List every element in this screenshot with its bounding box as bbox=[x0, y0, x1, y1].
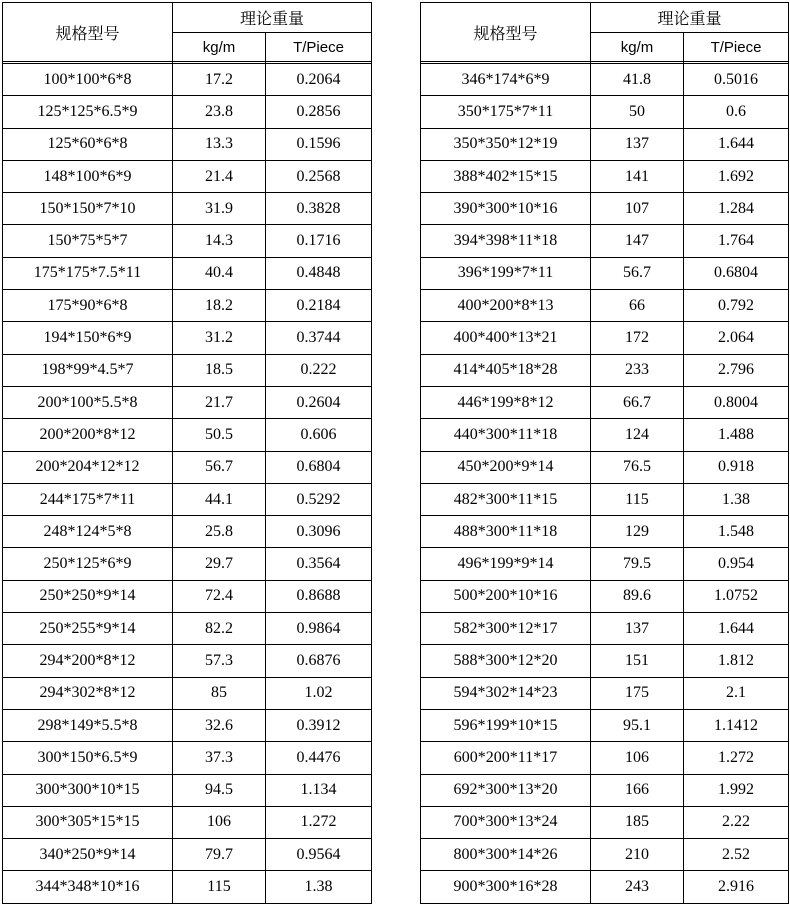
weight-kgm-cell: 18.5 bbox=[173, 354, 266, 386]
weight-kgm-cell: 41.8 bbox=[591, 64, 684, 96]
spec-cell: 150*75*5*7 bbox=[3, 225, 173, 257]
weight-kgm-cell: 50.5 bbox=[173, 419, 266, 451]
spec-cell: 400*200*8*13 bbox=[421, 290, 591, 322]
weight-kgm-cell: 13.3 bbox=[173, 128, 266, 160]
table-row bbox=[421, 225, 789, 257]
steel-weight-table-right bbox=[420, 2, 789, 904]
weight-piece-cell: 0.2604 bbox=[266, 386, 372, 418]
table-row bbox=[421, 322, 789, 354]
table-row bbox=[3, 806, 372, 838]
weight-piece-cell: 1.284 bbox=[684, 193, 789, 225]
spec-cell: 200*204*12*12 bbox=[3, 451, 173, 483]
spec-cell: 175*90*6*8 bbox=[3, 290, 173, 322]
spec-cell: 250*255*9*14 bbox=[3, 613, 173, 645]
weight-piece-cell: 1.0752 bbox=[684, 580, 789, 612]
spec-cell: 346*174*6*9 bbox=[421, 64, 591, 96]
weight-piece-cell: 2.916 bbox=[684, 871, 789, 903]
spec-cell: 496*199*9*14 bbox=[421, 548, 591, 580]
weight-piece-cell: 1.692 bbox=[684, 160, 789, 192]
table-row bbox=[421, 257, 789, 289]
weight-kgm-cell: 32.6 bbox=[173, 709, 266, 741]
spec-cell: 298*149*5.5*8 bbox=[3, 709, 173, 741]
spec-cell: 400*400*13*21 bbox=[421, 322, 591, 354]
spec-cell: 900*300*16*28 bbox=[421, 871, 591, 903]
table-row bbox=[421, 483, 789, 515]
weight-kgm-cell: 18.2 bbox=[173, 290, 266, 322]
table-row bbox=[3, 64, 372, 96]
weight-piece-cell: 1.38 bbox=[266, 871, 372, 903]
weight-kgm-cell: 37.3 bbox=[173, 742, 266, 774]
table-row bbox=[3, 613, 372, 645]
weight-kgm-cell: 66 bbox=[591, 290, 684, 322]
table-row bbox=[421, 613, 789, 645]
table-row bbox=[421, 64, 789, 96]
spec-cell: 350*175*7*11 bbox=[421, 96, 591, 128]
spec-header: 规格型号 bbox=[3, 3, 173, 62]
weight-piece-cell: 0.4848 bbox=[266, 257, 372, 289]
spec-cell: 200*200*8*12 bbox=[3, 419, 173, 451]
unit-piece-header: T/Piece bbox=[684, 33, 789, 62]
spec-cell: 100*100*6*8 bbox=[3, 64, 173, 96]
table-row bbox=[3, 774, 372, 806]
spec-cell: 588*300*12*20 bbox=[421, 645, 591, 677]
weight-piece-cell: 0.2064 bbox=[266, 64, 372, 96]
spec-cell: 396*199*7*11 bbox=[421, 257, 591, 289]
spec-cell: 388*402*15*15 bbox=[421, 160, 591, 192]
weight-kgm-cell: 44.1 bbox=[173, 483, 266, 515]
weight-piece-cell: 1.644 bbox=[684, 128, 789, 160]
weight-piece-cell: 0.606 bbox=[266, 419, 372, 451]
spec-cell: 594*302*14*23 bbox=[421, 677, 591, 709]
weight-piece-cell: 0.4476 bbox=[266, 742, 372, 774]
weight-piece-cell: 1.1412 bbox=[684, 709, 789, 741]
weight-kgm-cell: 147 bbox=[591, 225, 684, 257]
spec-cell: 300*150*6.5*9 bbox=[3, 742, 173, 774]
weight-kgm-cell: 82.2 bbox=[173, 613, 266, 645]
weight-kgm-cell: 79.5 bbox=[591, 548, 684, 580]
table-row bbox=[421, 742, 789, 774]
table-row bbox=[3, 354, 372, 386]
spec-cell: 340*250*9*14 bbox=[3, 839, 173, 871]
table-row bbox=[421, 354, 789, 386]
weight-piece-cell: 0.6 bbox=[684, 96, 789, 128]
weight-kgm-cell: 72.4 bbox=[173, 580, 266, 612]
spec-cell: 294*302*8*12 bbox=[3, 677, 173, 709]
weight-kgm-cell: 124 bbox=[591, 419, 684, 451]
table-row bbox=[3, 386, 372, 418]
spec-cell: 350*350*12*19 bbox=[421, 128, 591, 160]
spec-cell: 800*300*14*26 bbox=[421, 839, 591, 871]
weight-piece-cell: 0.3096 bbox=[266, 516, 372, 548]
weight-kgm-cell: 17.2 bbox=[173, 64, 266, 96]
steel-weight-table-left bbox=[2, 2, 372, 904]
spec-cell: 482*300*11*15 bbox=[421, 483, 591, 515]
table-row bbox=[421, 386, 789, 418]
weight-piece-cell: 1.272 bbox=[266, 806, 372, 838]
spec-cell: 692*300*13*20 bbox=[421, 774, 591, 806]
spec-cell: 125*125*6.5*9 bbox=[3, 96, 173, 128]
spec-cell: 194*150*6*9 bbox=[3, 322, 173, 354]
weight-piece-cell: 1.548 bbox=[684, 516, 789, 548]
table-row bbox=[421, 290, 789, 322]
weight-piece-cell: 0.1596 bbox=[266, 128, 372, 160]
table-row bbox=[3, 580, 372, 612]
weight-piece-cell: 0.8688 bbox=[266, 580, 372, 612]
spec-cell: 446*199*8*12 bbox=[421, 386, 591, 418]
theoretical-weight-header: 理论重量 bbox=[591, 3, 789, 33]
weight-piece-cell: 2.796 bbox=[684, 354, 789, 386]
table-row bbox=[421, 774, 789, 806]
weight-piece-cell: 1.134 bbox=[266, 774, 372, 806]
spec-cell: 150*150*7*10 bbox=[3, 193, 173, 225]
weight-piece-cell: 0.3744 bbox=[266, 322, 372, 354]
spec-cell: 248*124*5*8 bbox=[3, 516, 173, 548]
spec-cell: 300*300*10*15 bbox=[3, 774, 173, 806]
weight-kgm-cell: 166 bbox=[591, 774, 684, 806]
table-row bbox=[421, 645, 789, 677]
table-row bbox=[421, 580, 789, 612]
table-body-left bbox=[3, 64, 372, 904]
table-row bbox=[3, 419, 372, 451]
table-row bbox=[3, 96, 372, 128]
weight-kgm-cell: 233 bbox=[591, 354, 684, 386]
weight-kgm-cell: 175 bbox=[591, 677, 684, 709]
weight-kgm-cell: 79.7 bbox=[173, 839, 266, 871]
weight-piece-cell: 0.9564 bbox=[266, 839, 372, 871]
weight-kgm-cell: 25.8 bbox=[173, 516, 266, 548]
spec-cell: 198*99*4.5*7 bbox=[3, 354, 173, 386]
spec-cell: 582*300*12*17 bbox=[421, 613, 591, 645]
weight-kgm-cell: 137 bbox=[591, 613, 684, 645]
weight-kgm-cell: 151 bbox=[591, 645, 684, 677]
spec-cell: 390*300*10*16 bbox=[421, 193, 591, 225]
weight-kgm-cell: 89.6 bbox=[591, 580, 684, 612]
weight-kgm-cell: 40.4 bbox=[173, 257, 266, 289]
weight-piece-cell: 0.3828 bbox=[266, 193, 372, 225]
table-row bbox=[421, 548, 789, 580]
weight-piece-cell: 0.2568 bbox=[266, 160, 372, 192]
table-row bbox=[3, 193, 372, 225]
weight-kgm-cell: 94.5 bbox=[173, 774, 266, 806]
weight-piece-cell: 0.792 bbox=[684, 290, 789, 322]
unit-kgm-header: kg/m bbox=[173, 33, 266, 62]
weight-piece-cell: 0.918 bbox=[684, 451, 789, 483]
weight-kgm-cell: 76.5 bbox=[591, 451, 684, 483]
spec-cell: 500*200*10*16 bbox=[421, 580, 591, 612]
weight-piece-cell: 2.064 bbox=[684, 322, 789, 354]
weight-piece-cell: 1.272 bbox=[684, 742, 789, 774]
weight-kgm-cell: 95.1 bbox=[591, 709, 684, 741]
weight-kgm-cell: 21.7 bbox=[173, 386, 266, 418]
spec-cell: 414*405*18*28 bbox=[421, 354, 591, 386]
table-row bbox=[421, 516, 789, 548]
weight-piece-cell: 0.8004 bbox=[684, 386, 789, 418]
weight-kgm-cell: 243 bbox=[591, 871, 684, 903]
spec-header: 规格型号 bbox=[421, 3, 591, 62]
spec-cell: 488*300*11*18 bbox=[421, 516, 591, 548]
table-row bbox=[421, 128, 789, 160]
spec-cell: 700*300*13*24 bbox=[421, 806, 591, 838]
table-row bbox=[421, 193, 789, 225]
table-row bbox=[3, 225, 372, 257]
weight-piece-cell: 0.6804 bbox=[266, 451, 372, 483]
spec-cell: 596*199*10*15 bbox=[421, 709, 591, 741]
table-body-right bbox=[421, 64, 789, 904]
weight-kgm-cell: 210 bbox=[591, 839, 684, 871]
weight-piece-cell: 0.5292 bbox=[266, 483, 372, 515]
weight-kgm-cell: 31.9 bbox=[173, 193, 266, 225]
unit-piece-header: T/Piece bbox=[266, 33, 372, 62]
weight-piece-cell: 1.38 bbox=[684, 483, 789, 515]
weight-piece-cell: 1.992 bbox=[684, 774, 789, 806]
weight-kgm-cell: 21.4 bbox=[173, 160, 266, 192]
weight-kgm-cell: 56.7 bbox=[173, 451, 266, 483]
table-row bbox=[421, 677, 789, 709]
weight-kgm-cell: 29.7 bbox=[173, 548, 266, 580]
table-row bbox=[3, 128, 372, 160]
spec-cell: 300*305*15*15 bbox=[3, 806, 173, 838]
spec-cell: 148*100*6*9 bbox=[3, 160, 173, 192]
weight-piece-cell: 1.02 bbox=[266, 677, 372, 709]
spec-cell: 394*398*11*18 bbox=[421, 225, 591, 257]
table-row bbox=[3, 257, 372, 289]
weight-piece-cell: 0.6804 bbox=[684, 257, 789, 289]
table-row bbox=[421, 160, 789, 192]
weight-kgm-cell: 129 bbox=[591, 516, 684, 548]
weight-piece-cell: 0.5016 bbox=[684, 64, 789, 96]
table-row bbox=[3, 645, 372, 677]
weight-piece-cell: 0.6876 bbox=[266, 645, 372, 677]
table-row bbox=[3, 451, 372, 483]
weight-piece-cell: 0.9864 bbox=[266, 613, 372, 645]
weight-piece-cell: 1.644 bbox=[684, 613, 789, 645]
table-row bbox=[421, 419, 789, 451]
table-row bbox=[3, 516, 372, 548]
weight-piece-cell: 2.52 bbox=[684, 839, 789, 871]
table-row bbox=[3, 290, 372, 322]
spec-cell: 294*200*8*12 bbox=[3, 645, 173, 677]
spec-cell: 175*175*7.5*11 bbox=[3, 257, 173, 289]
spec-cell: 250*125*6*9 bbox=[3, 548, 173, 580]
table-row bbox=[3, 709, 372, 741]
table-row bbox=[421, 451, 789, 483]
unit-kgm-header: kg/m bbox=[591, 33, 684, 62]
weight-piece-cell: 2.22 bbox=[684, 806, 789, 838]
weight-kgm-cell: 185 bbox=[591, 806, 684, 838]
spec-cell: 200*100*5.5*8 bbox=[3, 386, 173, 418]
weight-piece-cell: 0.2184 bbox=[266, 290, 372, 322]
weight-kgm-cell: 14.3 bbox=[173, 225, 266, 257]
weight-kgm-cell: 50 bbox=[591, 96, 684, 128]
weight-kgm-cell: 106 bbox=[173, 806, 266, 838]
table-row bbox=[421, 871, 789, 903]
weight-piece-cell: 1.812 bbox=[684, 645, 789, 677]
spec-cell: 450*200*9*14 bbox=[421, 451, 591, 483]
weight-piece-cell: 0.3564 bbox=[266, 548, 372, 580]
table-row bbox=[3, 871, 372, 903]
weight-kgm-cell: 56.7 bbox=[591, 257, 684, 289]
table-row bbox=[421, 806, 789, 838]
weight-piece-cell: 2.1 bbox=[684, 677, 789, 709]
weight-piece-cell: 0.3912 bbox=[266, 709, 372, 741]
weight-kgm-cell: 31.2 bbox=[173, 322, 266, 354]
weight-kgm-cell: 107 bbox=[591, 193, 684, 225]
weight-piece-cell: 0.222 bbox=[266, 354, 372, 386]
spec-cell: 244*175*7*11 bbox=[3, 483, 173, 515]
spec-cell: 125*60*6*8 bbox=[3, 128, 173, 160]
table-row bbox=[3, 160, 372, 192]
spec-cell: 250*250*9*14 bbox=[3, 580, 173, 612]
table-row bbox=[3, 839, 372, 871]
table-row bbox=[3, 742, 372, 774]
weight-kgm-cell: 141 bbox=[591, 160, 684, 192]
weight-kgm-cell: 57.3 bbox=[173, 645, 266, 677]
weight-piece-cell: 0.954 bbox=[684, 548, 789, 580]
weight-kgm-cell: 85 bbox=[173, 677, 266, 709]
table-row bbox=[3, 483, 372, 515]
weight-kgm-cell: 23.8 bbox=[173, 96, 266, 128]
weight-kgm-cell: 137 bbox=[591, 128, 684, 160]
spec-cell: 344*348*10*16 bbox=[3, 871, 173, 903]
weight-piece-cell: 0.2856 bbox=[266, 96, 372, 128]
table-row bbox=[421, 96, 789, 128]
weight-kgm-cell: 106 bbox=[591, 742, 684, 774]
table-row bbox=[3, 322, 372, 354]
table-row bbox=[3, 548, 372, 580]
weight-kgm-cell: 172 bbox=[591, 322, 684, 354]
table-row bbox=[421, 839, 789, 871]
table-row bbox=[3, 677, 372, 709]
theoretical-weight-header: 理论重量 bbox=[173, 3, 372, 33]
weight-piece-cell: 1.764 bbox=[684, 225, 789, 257]
weight-piece-cell: 1.488 bbox=[684, 419, 789, 451]
weight-kgm-cell: 115 bbox=[591, 483, 684, 515]
weight-piece-cell: 0.1716 bbox=[266, 225, 372, 257]
spec-cell: 440*300*11*18 bbox=[421, 419, 591, 451]
weight-kgm-cell: 66.7 bbox=[591, 386, 684, 418]
table-row bbox=[421, 709, 789, 741]
weight-kgm-cell: 115 bbox=[173, 871, 266, 903]
spec-cell: 600*200*11*17 bbox=[421, 742, 591, 774]
